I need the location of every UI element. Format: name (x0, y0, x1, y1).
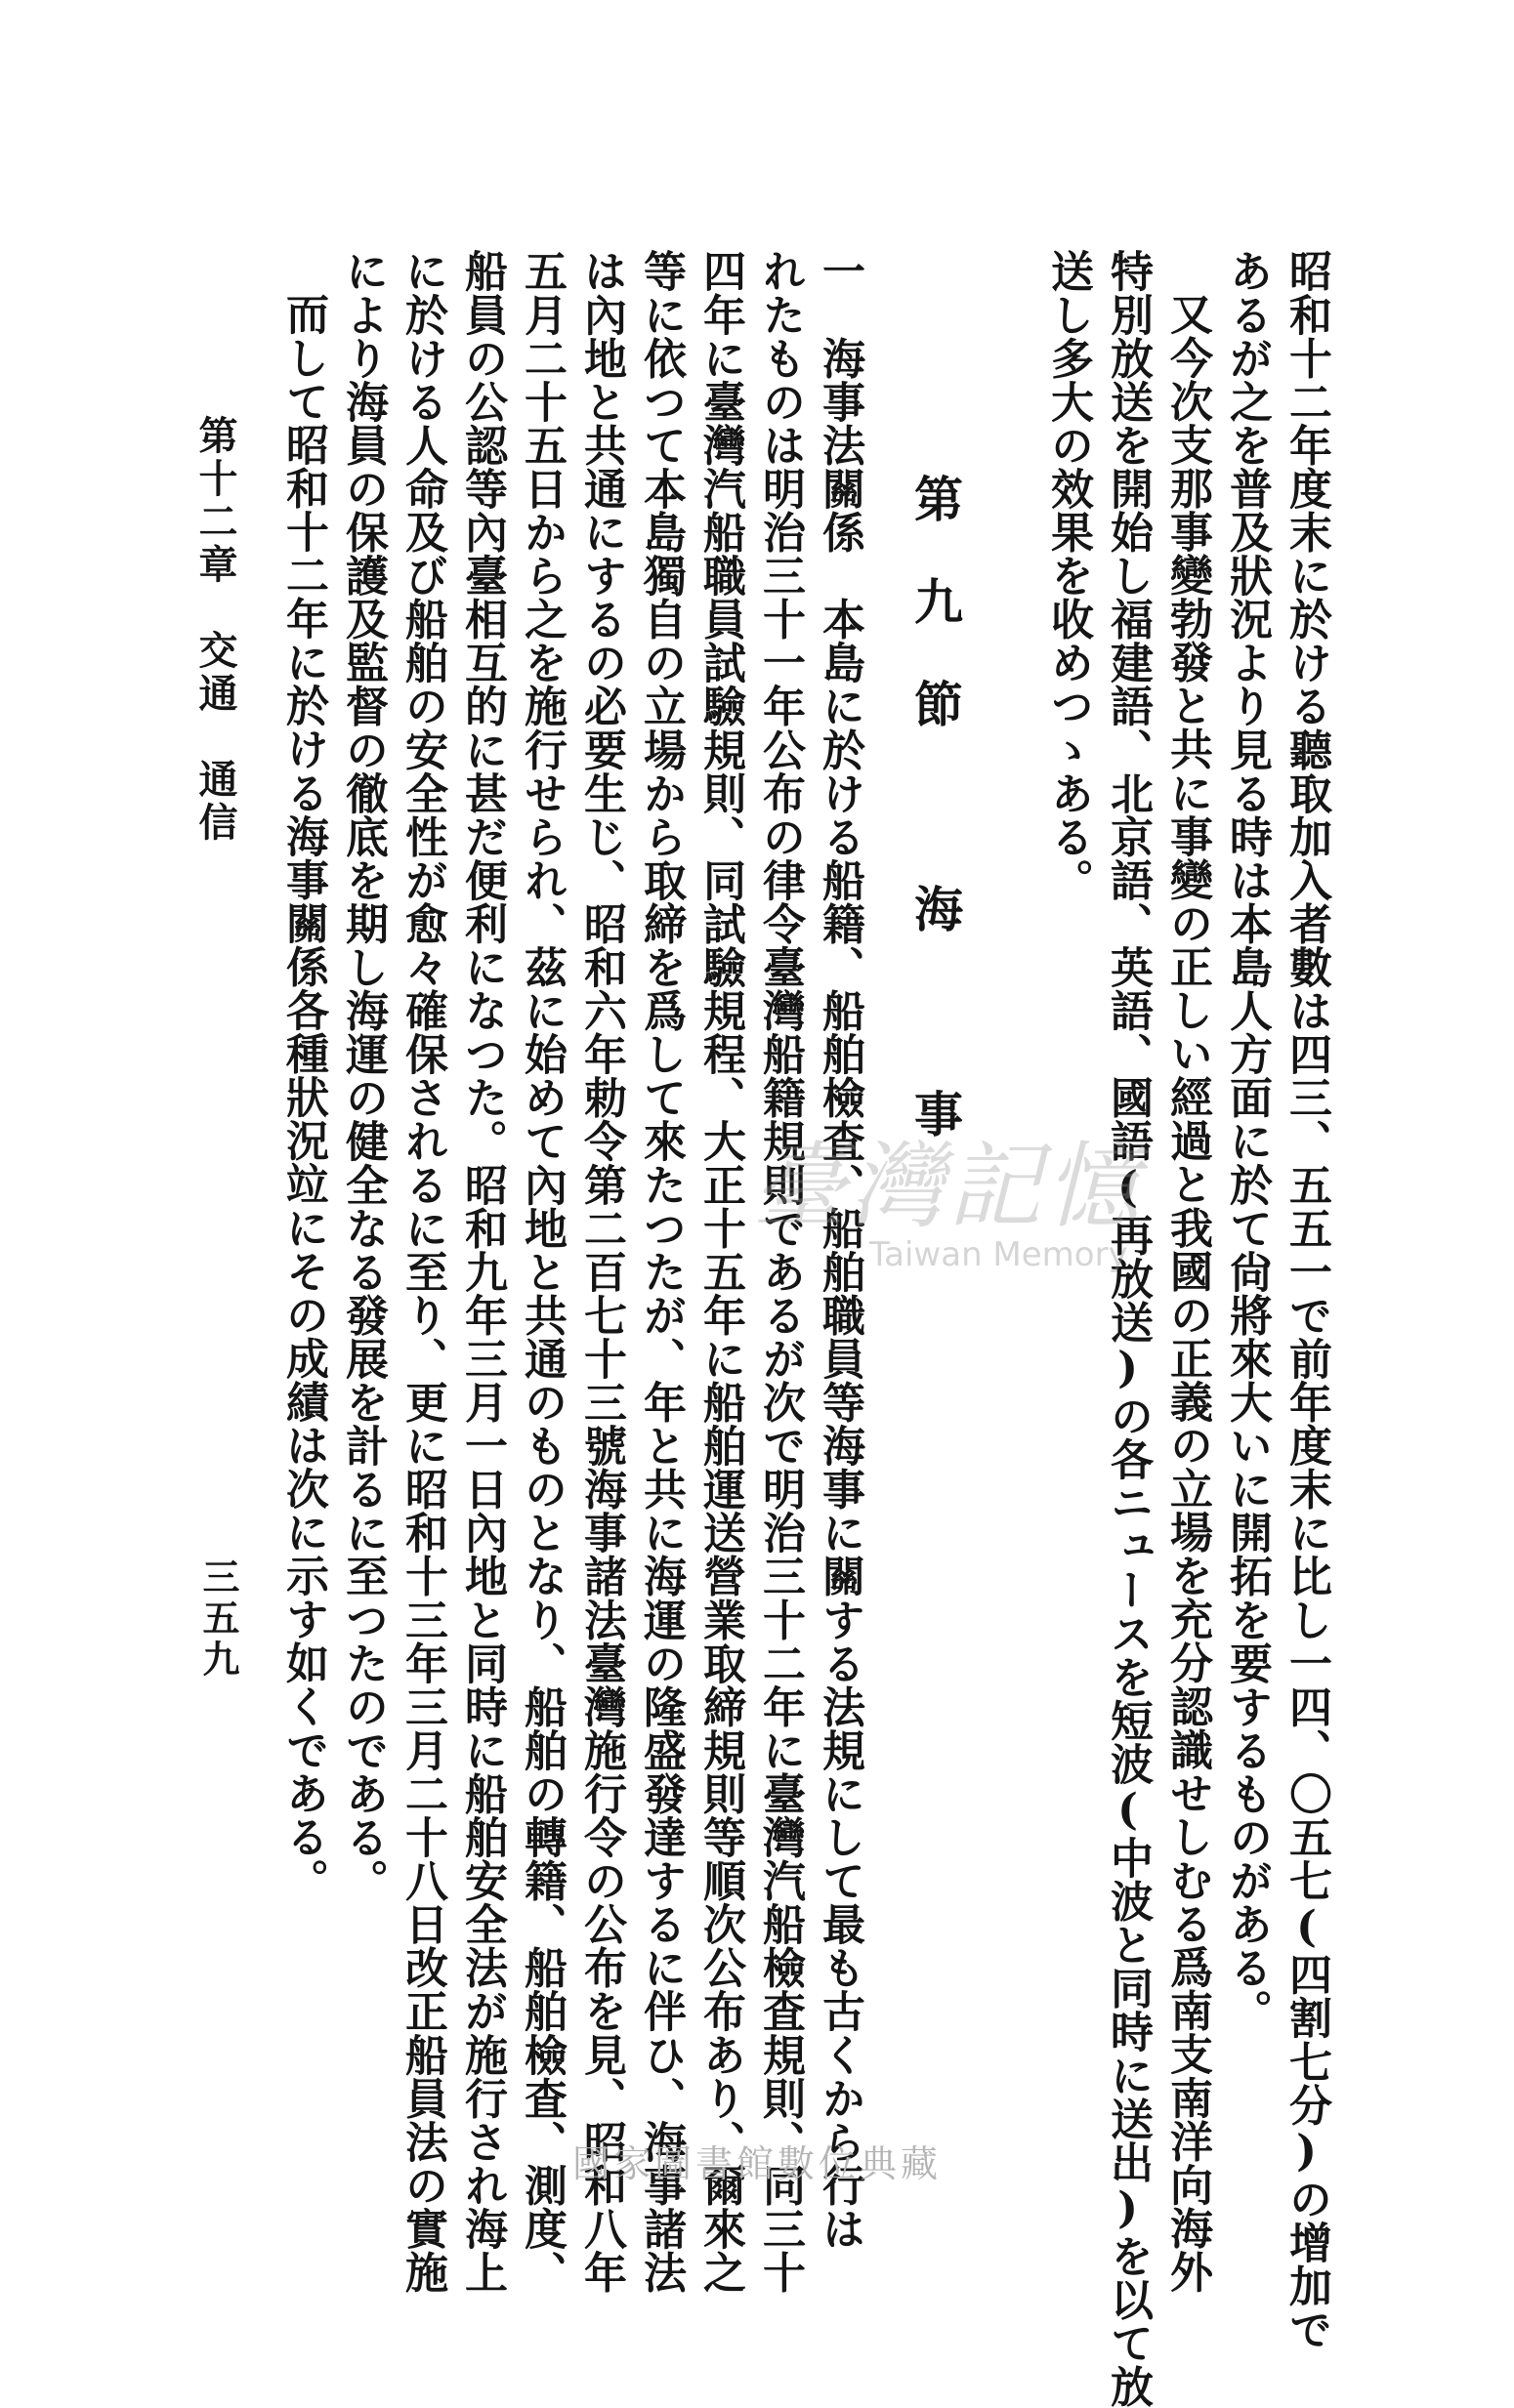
text-line: れたものは明治三十一年公布の律令臺灣船籍規則であるが次で明治三十二年に臺灣汽船檢査規則、同三十 (755, 249, 805, 2294)
watermark-script: 臺灣記憶 (752, 1132, 1143, 1241)
text-line: 船員の公認等內臺相互的に甚だ便利になつた。昭和九年三月一日內地と同時に船舶安全法が施行され海上 (457, 249, 507, 2294)
chapter-title: 第十二章 交通 通信 (192, 415, 238, 845)
text-line: 特別放送を開始し福建語、北京語、英語、國語(再放送)の各ニュースを短波(中波と同時に送出)を以て放 (1103, 249, 1153, 2408)
text-line: 又今次支那事變勃發と共に事變の正しい經過と我國の正義の立場を充分認識せしむる爲南支南洋向海外 (1162, 292, 1212, 2294)
text-line: 而して昭和十二年に於ける海事關係各種狀況竝にその成績は次に示す如くである。 (278, 292, 328, 1902)
text-line: 四年に臺灣汽船職員試驗規則、同試驗規程、大正十五年に船舶運送營業取締規則等順次公布あり、爾來之 (695, 249, 745, 2294)
text-line: 一 海事法關係 本島に於ける船籍、船舶檢査、船舶職員等海事に關する法規にして最も古くから行は (815, 249, 864, 2251)
watermark-latin: Taiwan Memory (869, 1235, 1128, 1274)
text-line: は內地と共通にするの必要生じ、昭和六年勅令第二百七十三號海事諸法臺灣施行令の公布を見、昭和八年 (576, 249, 626, 2294)
text-line: 昭和十二年度末に於ける聽取加入者數は四三、五五一で前年度末に比し一四、〇五七(四割七分)の增加で (1282, 249, 1331, 2351)
section-heading: 第九節 海 事 (906, 474, 964, 1191)
text-line: に於ける人命及び船舶の安全性が愈々確保されるに至り、更に昭和十三年三月二十八日改正船員法の實施 (398, 249, 447, 2294)
library-mark: 國家圖書館數位典藏 (571, 2142, 942, 2185)
text-line: あるが之を普及狀況より見る時は本島人方面に於て尙將來大いに開拓を要するものがある。 (1222, 249, 1272, 2033)
text-line: により海員の保護及監督の徹底を期し海運の健全なる發展を計るに至つたのである。 (338, 249, 388, 1902)
page-number: 三五九 (196, 1557, 240, 1681)
text-line: 送し多大の效果を收めつゝある。 (1043, 249, 1093, 902)
text-line: 五月二十五日から之を施行せられ、茲に始めて內地と共通のものとなり、船舶の轉籍、船舶檢査、測度、 (517, 249, 567, 2294)
text-line: 等に依つて本島獨自の立場から取締を爲して來たつたが、年と共に海運の隆盛發達するに伴ひ、海事諸法 (636, 249, 686, 2294)
